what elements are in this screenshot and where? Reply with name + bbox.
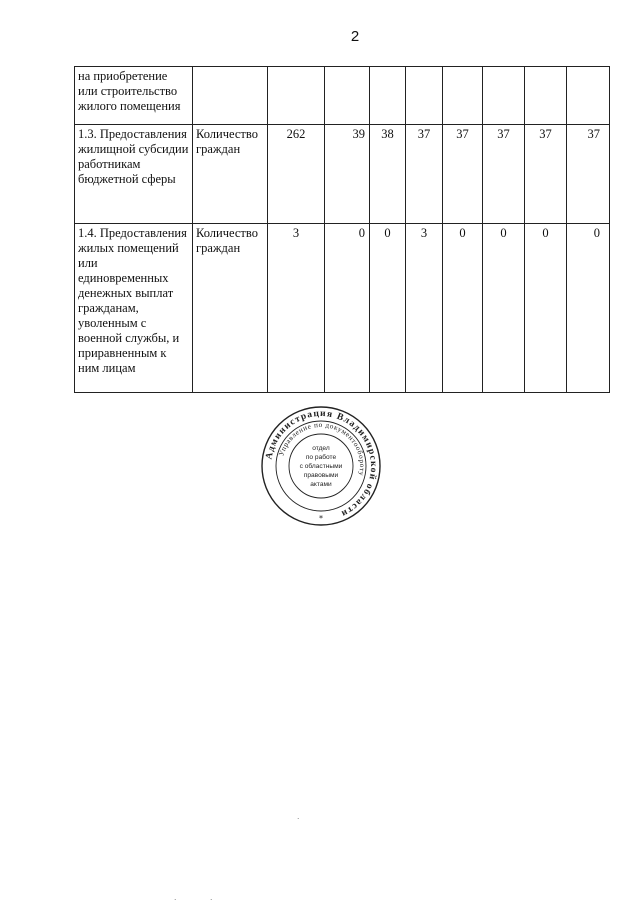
scan-speck: · bbox=[297, 815, 300, 823]
table-cell bbox=[443, 67, 483, 125]
table-cell: 0 bbox=[370, 224, 406, 393]
stamp-inner-text: Управление по документообороту bbox=[277, 420, 367, 477]
stamp-center-line: правовыми bbox=[303, 472, 339, 479]
table-cell bbox=[406, 67, 443, 125]
row-unit: Количество граждан bbox=[193, 125, 268, 224]
table-row bbox=[75, 125, 610, 224]
row-unit: Количество граждан bbox=[193, 224, 268, 393]
table-cell: 3 bbox=[268, 224, 325, 393]
row-label: 1.4. Предоставления жилых помещений или единовременных денежных выплат гражданам, уволенным с военной службы, и приравненным к ним лицам bbox=[75, 224, 193, 393]
stamp-center-line: отдел bbox=[312, 445, 330, 452]
table-cell: 37 bbox=[483, 125, 525, 224]
stamp-center-line: актами bbox=[310, 481, 332, 488]
table-cell: 0 bbox=[567, 224, 610, 393]
table-cell: 37 bbox=[567, 125, 610, 224]
row-label: на приобретение или строительство жилого помещения bbox=[75, 67, 193, 125]
table-cell: 0 bbox=[483, 224, 525, 393]
stamp-center-line: по работе bbox=[305, 454, 337, 461]
scan-speck: · bbox=[210, 896, 213, 904]
table-cell: 38 bbox=[370, 125, 406, 224]
table-cell: 37 bbox=[525, 125, 567, 224]
table-cell bbox=[268, 67, 325, 125]
table-cell: 0 bbox=[325, 224, 370, 393]
star-icon: * bbox=[319, 514, 323, 523]
table-cell bbox=[325, 67, 370, 125]
table-cell: 37 bbox=[443, 125, 483, 224]
stamp-center-line: с областными bbox=[299, 463, 343, 470]
table-cell bbox=[525, 67, 567, 125]
official-stamp bbox=[260, 405, 382, 527]
table-cell: 3 bbox=[406, 224, 443, 393]
stamp-outer-text: Администрация Владимирской области bbox=[264, 408, 379, 519]
table-cell: 37 bbox=[406, 125, 443, 224]
scan-speck: · bbox=[174, 896, 177, 904]
row-unit bbox=[193, 67, 268, 125]
table-cell: 39 bbox=[325, 125, 370, 224]
table-cell bbox=[370, 67, 406, 125]
row-label: 1.3. Предоставления жилищной субсидии работникам бюджетной сферы bbox=[75, 125, 193, 224]
table-cell: 0 bbox=[525, 224, 567, 393]
table-row bbox=[75, 67, 610, 125]
table-row bbox=[75, 224, 610, 393]
table-cell: 262 bbox=[268, 125, 325, 224]
data-table bbox=[74, 66, 610, 393]
page-number: 2 bbox=[350, 28, 360, 45]
table-cell bbox=[483, 67, 525, 125]
table-cell bbox=[567, 67, 610, 125]
table-cell: 0 bbox=[443, 224, 483, 393]
